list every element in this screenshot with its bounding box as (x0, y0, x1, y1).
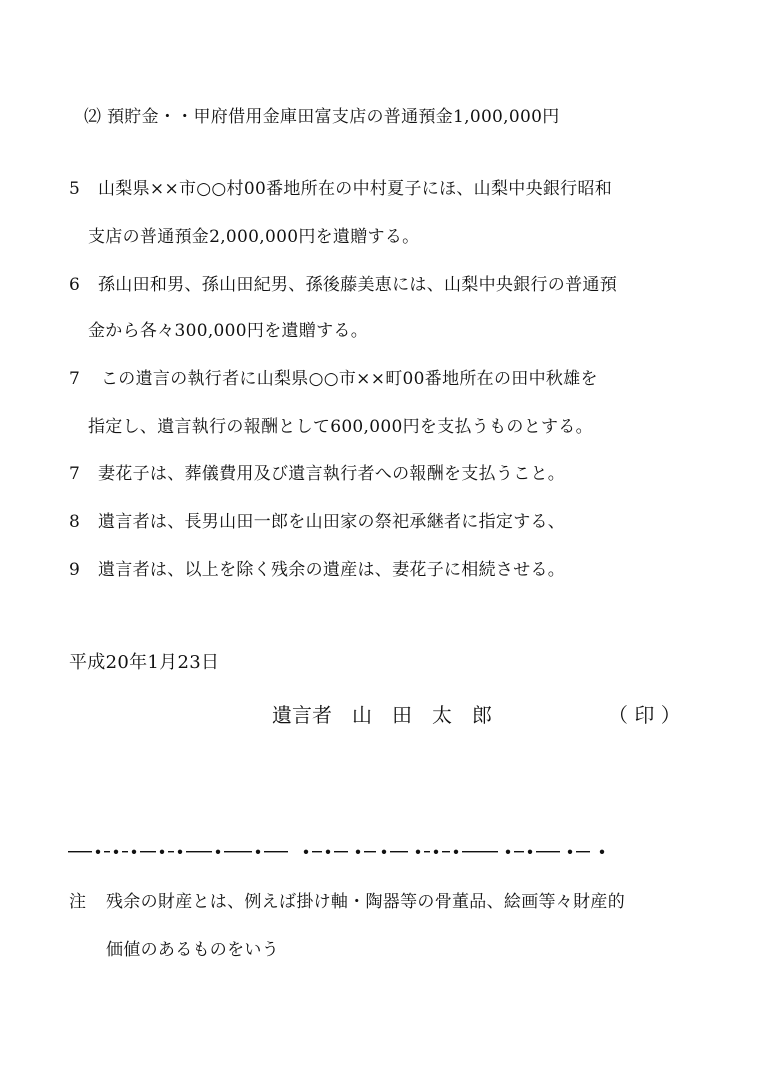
item-7b-number: 7 (69, 464, 81, 484)
testator-name: 遺言者 山 田 太 郎 (272, 703, 492, 727)
item-7-line-1: この遺言の執行者に山梨県○○市××町00番地所在の田中秋雄を (101, 369, 598, 389)
item-8-line-1: 遺言者は、長男山田一郎を山田家の祭祀承継者に指定する、 (98, 512, 566, 532)
item-6-number: 6 (69, 275, 81, 295)
dotted-divider (68, 848, 608, 856)
item-6-line-2: 金から各々300,000円を遺贈する。 (88, 321, 368, 341)
item-5-number: 5 (69, 179, 81, 199)
item-5-line-1: 山梨県××市○○村00番地所在の中村夏子にほ、山梨中央銀行昭和 (98, 179, 613, 199)
item-7b-line-1: 妻花子は、葬儀費用及び遺言執行者への報酬を支払うこと。 (98, 464, 566, 484)
note-line-2: 価値のあるものをいう (106, 940, 279, 960)
item-9-line-1: 遺言者は、以上を除く残余の遺産は、妻花子に相続させる。 (98, 560, 566, 580)
note-line-1: 残余の財産とは、例えば掛け軸・陶器等の骨董品、絵画等々財産的 (106, 892, 625, 912)
item-8-number: 8 (69, 512, 81, 532)
item-5-line-2: 支店の普通預金2,000,000円を遺贈する。 (88, 227, 420, 247)
item-7-line-2: 指定し、遺言執行の報酬として600,000円を支払うものとする。 (88, 417, 593, 437)
document-date: 平成20年1月23日 (69, 652, 220, 673)
seal-mark: （ 印 ） (608, 703, 681, 727)
item-7-number: 7 (69, 369, 81, 389)
item-6-line-1: 孫山田和男、孫山田紀男、孫後藤美恵には、山梨中央銀行の普通預 (98, 275, 617, 295)
deposit-item: ⑵ 預貯金・・甲府借用金庫田富支店の普通預金1,000,000円 (84, 107, 560, 127)
item-9-number: 9 (69, 560, 81, 580)
note-label: 注 (69, 892, 87, 912)
